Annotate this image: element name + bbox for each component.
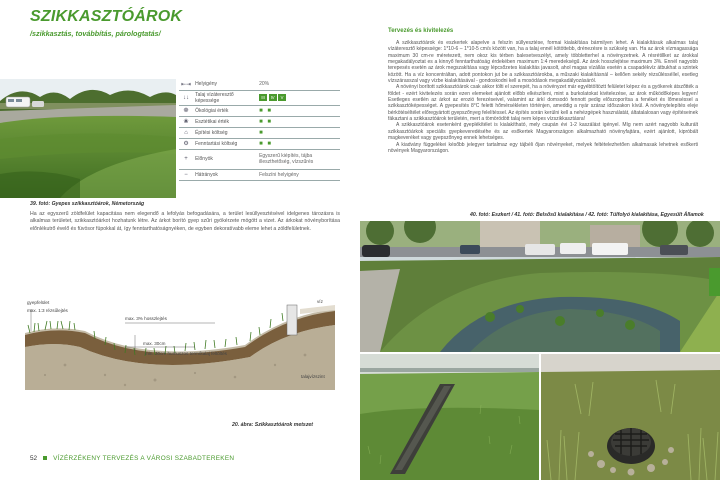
swale-section-diagram — [25, 295, 335, 395]
grass-swale-photo — [0, 79, 176, 198]
properties-table — [179, 79, 340, 181]
rating-dots: ■ ■ — [259, 140, 273, 147]
ecology-icon: ❁ — [179, 105, 193, 116]
paragraph: A szikkasztóárok és eszkertek alapelve a felszín süllyesztése, formai kialakítása bármilyen lehet. A kialakításuk alkalmas talaj vízáteresztő képessége: 1*10-6 – 1*10-5 cm/s között van, ha a talaj ennél kötöttebb, drénezésre is szükség van. Ha az árok vízmagassága maximum 30 cm-re méretezett, nem okoz kis térben balesetveszélyt, amely többletterhel a növényzetnek. A résrétillket az árokkal megakadályoztat es a kinnyő fenntarthatóság érdekében maximum 1:4 meredekségű. Az árok hosszlejtése maximum 3%. Ennél nagyobb terepesés esetén az árok megszakítása vagy lépcsőzetes kialakítás javasolt, ahol magas vízállás esetén a csapadékvíz átbukhat a szintek között. Ha a víz koncentráltan, adott pontokon jut be a szikkasztóárokba, a műszaki kialakításnál – kellően sekély rézsűlésséllel, esetleg vízszárasszal vagy vízbe kialakításával - gondoskodni kell a mosódások megakadályozásáról. — [388, 40, 698, 85]
property-value — [257, 127, 340, 138]
footer-title: VÍZÉRZÉKENY TERVEZÉS A VÁROSI SZABADTEREKEN — [53, 455, 235, 462]
drainage-pipe-photo — [360, 354, 539, 480]
property-row — [179, 79, 340, 90]
diagram-label-max-depth: max. 1:3 rézsűlejtés — [27, 308, 68, 313]
paragraph: A kiadvány függelékei később jelegyer tartalmaz egy tájbéli őjan növényeket, melyek feltételezhetően alkalmasak lehetnek esőkerti növények Magyarországon. — [388, 141, 698, 154]
body-text: Ha az egyszerű zöldfelület kapacitása nem elegendő a lefolyás befogadására, a terület lesüllyesztésével idelgenes tározásra is alkalmas területet, szikkasztóárkot hozhatunk létre. Az árkot borító gyep szűri gyökérzete mögött a vizet. Az árkokat növényborítása előnlékutrő évelő és füvösor füpokkal át, így fenntarthatóságnyéken, de egyben dekoratívabb eleme lehet a zöldfelületnek. — [30, 211, 340, 232]
rating-dots: ■ — [259, 129, 265, 136]
property-label: Fenntartási költség — [193, 138, 257, 149]
rain-garden-street-photo — [360, 221, 720, 352]
maintenance-cost-icon: ⚙ — [179, 138, 193, 149]
width-arrows-icon: ⇤⇥ — [179, 79, 193, 90]
rating-dots: ■ ■ — [259, 118, 273, 125]
property-label: Előnyök — [193, 149, 257, 169]
property-row — [179, 105, 340, 116]
soil-infiltration-icon: ↓↓ — [179, 90, 193, 105]
right-body-text — [388, 40, 698, 154]
overflow-grate-photo — [541, 354, 720, 480]
permeability-class-badge: V — [278, 94, 286, 101]
property-row — [179, 149, 340, 169]
page-subtitle: /szikkasztás, továbbítás, párologtatás/ — [30, 29, 161, 38]
aesthetics-icon: ❀ — [179, 116, 193, 127]
property-value — [257, 90, 340, 105]
property-label: Talaj vízáteresztő képessége — [193, 90, 257, 105]
diagram-caption: 20. ábra: Szikkasztóárok metszet — [232, 422, 314, 428]
construction-cost-icon: ⌂ — [179, 127, 193, 138]
diagram-label-soil: min. 30cm humuszos termőtalaj feltöltés — [145, 351, 227, 356]
property-label: Ökológiai érték — [193, 105, 257, 116]
minus-icon: − — [179, 169, 193, 180]
property-value: Felszíni helyigény — [257, 169, 340, 180]
page-title: SZIKKASZTÓÁROK — [30, 8, 183, 25]
property-value — [257, 105, 340, 116]
property-label: Esztétikai érték — [193, 116, 257, 127]
diagram-label-gyepfelulet: gyepfelület — [27, 300, 50, 305]
side-section-tab — [711, 268, 720, 296]
property-label: Helyigény — [193, 79, 257, 90]
page-footer — [30, 455, 234, 462]
property-row — [179, 127, 340, 138]
permeability-class-badge: III — [259, 94, 267, 101]
property-value: 20% — [257, 79, 340, 90]
property-value — [257, 116, 340, 127]
paragraph: A növényi borított szikkasztóárok csak akkor tölti el szerepét, ha a növényzet már egyébtöltöztt felületet képez és a gyökerek átszőtték a földet - ezért kivitelezés során ezen elemeket ajánlott előbb elkészíteni, mint a burkolatokat kivitelezése, az árok működőképes legyen! Esetleges esetlén az árkot az erozió ferezéseivel, valamint az árkí domsodó fennott pedig előszoporítsa a fenéket és lőmeséssel a szikkasztóképességet. A gyepesítés 8°C feletti hőmérsékleten történjen, ameddig a nyár száraz időszakon kívül. A növénytelepítés eleje bérkötéséltélet előregyártott gyepszőnyeg felelítéssel. Az építés során kerülni kell a nehézgépek használatát, áltatalalosan vagy építéseinek fákaztani a szikkasztóárok területén, mert a tömörödött talaj nem képes vízszikkasztásra! — [388, 84, 698, 123]
property-label: Építési költség — [193, 127, 257, 138]
permeability-class-badge: IV — [269, 94, 277, 101]
page-number: 52 — [30, 455, 38, 462]
property-row — [179, 169, 340, 180]
paragraph: A szikkasztóárok esetenként gyeplékítélet is kialakítható, mely csupán évi 1-2 kaszálást igényel. Míg nem azért nagyobb kulturált szikkasztóárkok speciális gyepkeveredéséhe és az esőkertek Magyarországon alkalmazható növényfajtára, ezért ajánlott, kipróbált magkeveréket vagy gyepszőnyeg ennek lehetséges. — [388, 122, 698, 142]
property-row — [179, 90, 340, 105]
property-row — [179, 116, 340, 127]
plus-icon: + — [179, 149, 193, 169]
footer-square-icon — [43, 456, 47, 460]
right-photo-caption: 40. fotó: Eszkert / 41. fotó: Belsősű kialakítása / 42. fotó: Túlfolyó kialakítása, Egyesült Államok — [470, 212, 704, 218]
property-value — [257, 138, 340, 149]
grass-photo-caption: 39. fotó: Gyepes szikkasztóárok, Németország — [30, 201, 145, 207]
property-row — [179, 138, 340, 149]
property-label: Hátrányok — [193, 169, 257, 180]
property-value: Egyszerű kiépítés, tájba illeszthetőség, vízszűrés — [257, 149, 340, 169]
rating-dots: ■ ■ — [259, 107, 273, 114]
diagram-label-talajvizszint: talajvízszint — [301, 374, 325, 379]
diagram-label-viz: víz — [317, 299, 323, 304]
diagram-label-max-30: max. 30cm — [143, 341, 166, 346]
section-heading: Tervezés és kivitelezés — [388, 28, 454, 34]
diagram-label-max-width: max. 3% hosszlejtés — [125, 316, 167, 321]
